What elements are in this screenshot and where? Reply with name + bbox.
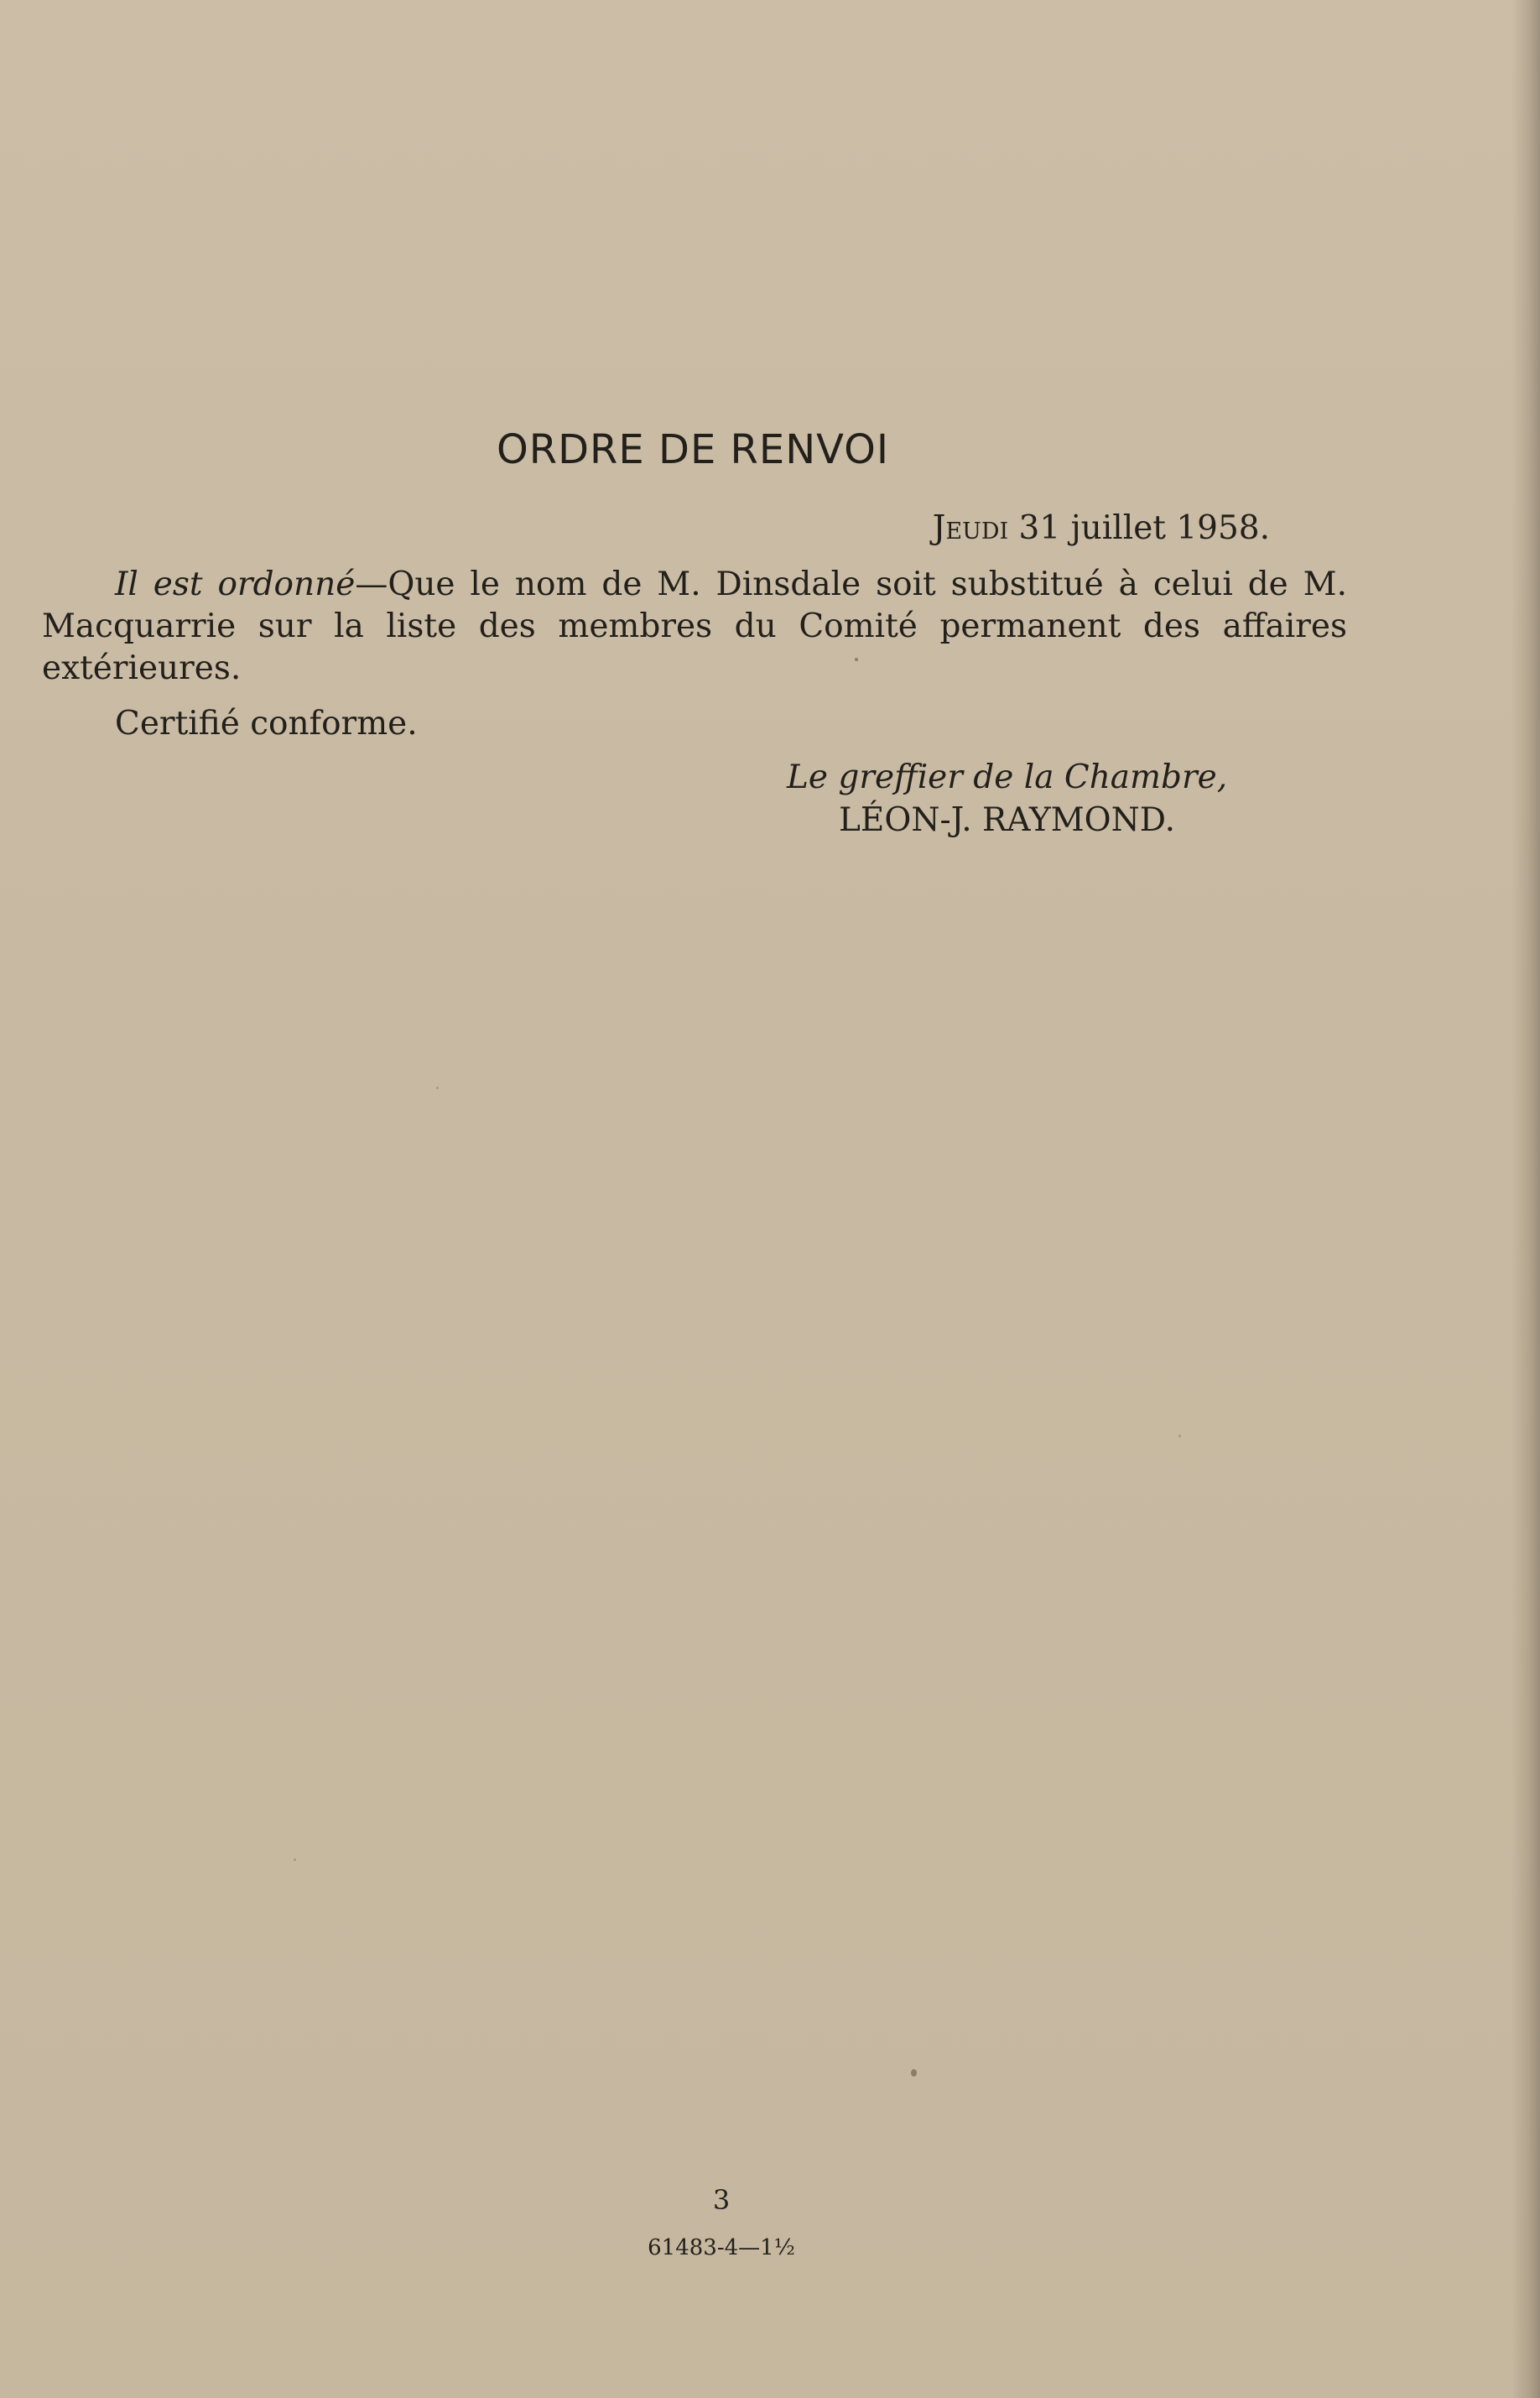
page-number: 3	[712, 2184, 731, 2216]
date-weekday: Jeudi	[932, 509, 1009, 547]
print-code: 61483-4—1½	[648, 2235, 795, 2260]
order-text: —Que le nom de M. Dinsdale soit substitué à celui de M. Macquarrie sur la liste des membres du Comité permanent des affaires extérieures.	[42, 566, 1347, 687]
paper-speck	[436, 1087, 439, 1089]
paper-speck	[911, 2069, 917, 2077]
paper-speck	[1178, 1435, 1181, 1437]
page-edge-shadow	[1511, 0, 1540, 2398]
paper-speck	[294, 1858, 296, 1861]
signature-name: LÉON-J. RAYMOND.	[839, 801, 1176, 839]
order-lead-italic: Il est ordonné	[115, 566, 356, 603]
date-day-month-year: 31 juillet 1958.	[1018, 509, 1270, 547]
page-title: ORDRE DE RENVOI	[496, 426, 890, 473]
document-date	[933, 509, 1270, 547]
order-paragraph	[42, 564, 1347, 690]
signature-title: Le greffier de la Chambre,	[787, 758, 1228, 796]
certified-statement: Certifié conforme.	[115, 705, 418, 743]
